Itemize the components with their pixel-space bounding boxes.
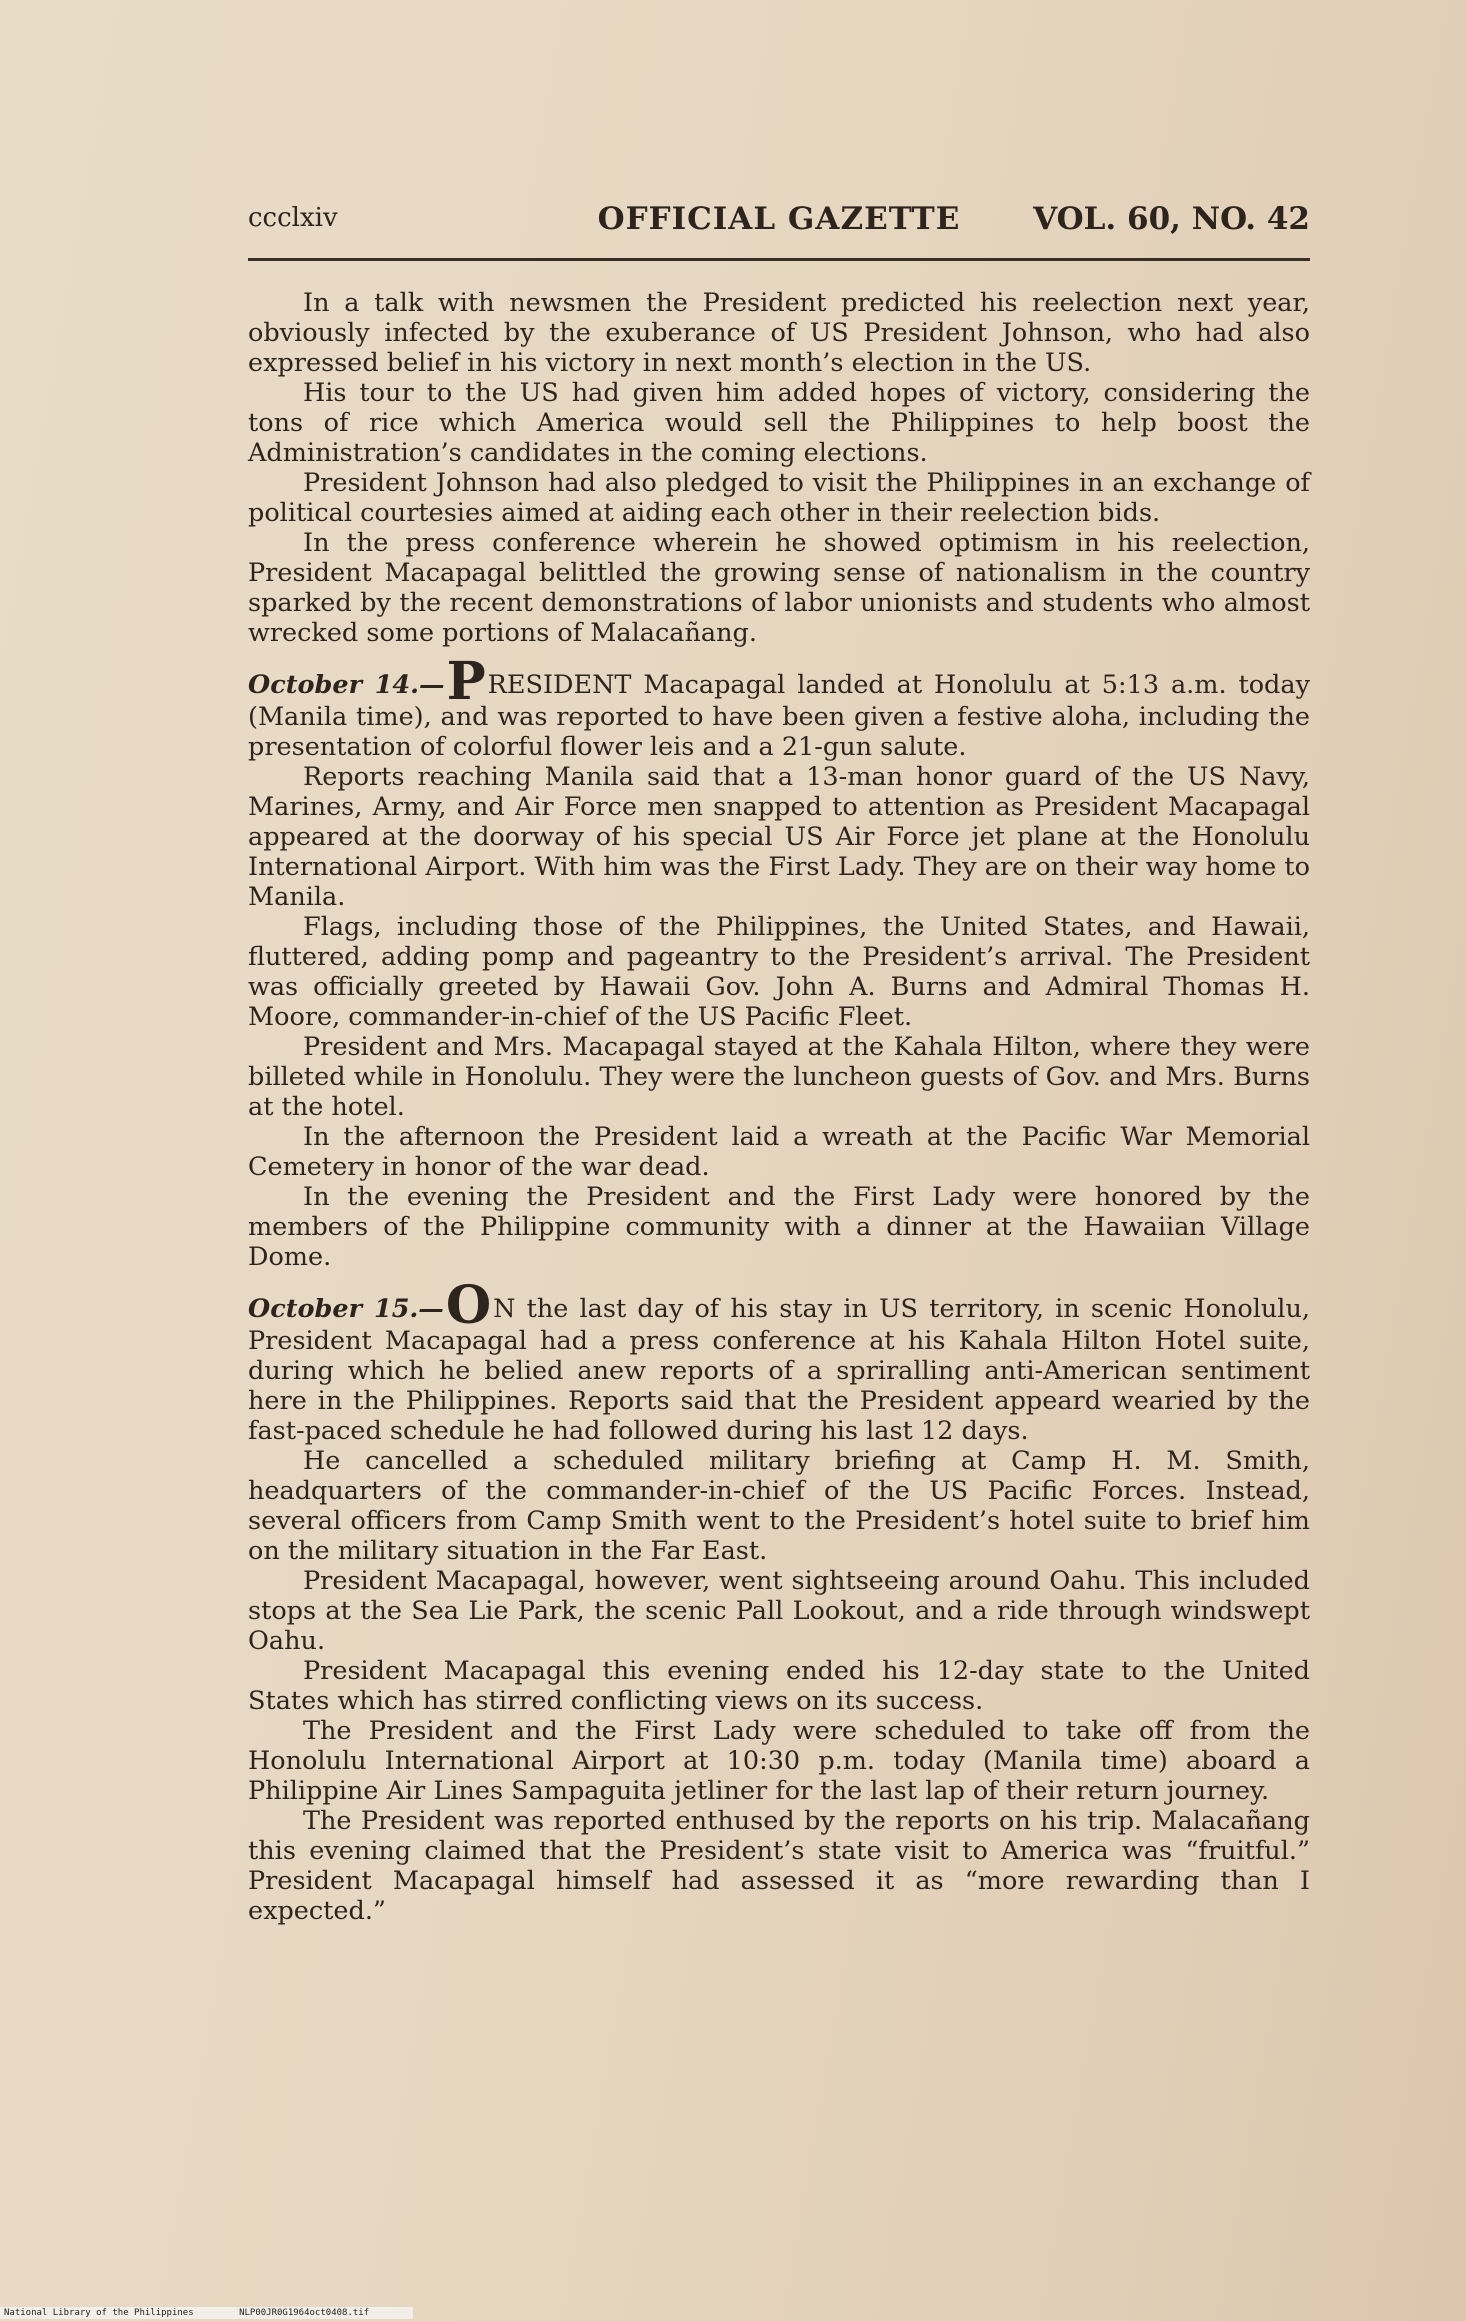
entry-date: October 15.— [248,1294,444,1324]
paragraph: In the press conference wherein he showed optimism in his reelection, President Macapagal belittled the growing sense of nationalism in the country sparked by the recent demonstrations of labor unionists and students who almost wrecked some portions of Malacañang. [248,528,1310,648]
entry-october-14 [248,651,1310,1272]
drop-cap: O [445,1275,492,1336]
publication-title: OFFICIAL GAZETTE [597,201,961,237]
paragraph: His tour to the US had given him added hopes of victory, considering the tons of rice which America would sell the Philippines to help boost the Administration’s candidates in the coming elections. [248,378,1310,468]
header-rule [248,258,1310,261]
paragraph: President Macapagal this evening ended his 12-day state to the United States which has stirred conflicting views on its success. [248,1656,1310,1716]
page-number: ccclxiv [248,203,338,233]
paragraph: President Johnson had also pledged to visit the Philippines in an exchange of political courtesies aimed at aiding each other in their reelection bids. [248,468,1310,528]
paragraph: President Macapagal, however, went sightseeing around Oahu. This included stops at the Sea Lie Park, the scenic Pall Lookout, and a ride through windswept Oahu. [248,1566,1310,1656]
entry-date: October 14.— [248,670,445,700]
entry-october-15 [248,1275,1310,1926]
volume-number: VOL. 60, NO. 42 [1033,201,1310,237]
paragraph: Reports reaching Manila said that a 13-man honor guard of the US Navy, Marines, Army, and Air Force men snapped to attention as President Macapagal appeared at the doorway of his special US Air Force jet plane at the Honolulu International Airport. With him was the First Lady. They are on their way home to Manila. [248,762,1310,912]
lead-text: RESIDENT Macapagal landed at Honolulu at 5:13 a.m. today (Manila time), and was reported to have been given a festive aloha, including the presentation of colorful flower leis and a 21-gun salute. [248,670,1310,762]
paragraph: President and Mrs. Macapagal stayed at the Kahala Hilton, where they were billeted while in Honolulu. They were the luncheon guests of Gov. and Mrs. Burns at the hotel. [248,1032,1310,1122]
page-header [248,203,1310,247]
drop-cap: P [446,651,486,712]
entry-lead [248,651,1310,762]
paragraph: In the evening the President and the First Lady were honored by the members of the Philippine community with a dinner at the Hawaiian Village Dome. [248,1182,1310,1272]
paragraph: The President and the First Lady were scheduled to take off from the Honolulu International Airport at 10:30 p.m. today (Manila time) aboard a Philippine Air Lines Sampaguita jetliner for the last lap of their return journey. [248,1716,1310,1806]
file-name: NLP00JR0G1964oct0408.tif [239,2308,370,2318]
paragraph: In the afternoon the President laid a wreath at the Pacific War Memorial Cemetery in honor of the war dead. [248,1122,1310,1182]
paragraph: He cancelled a scheduled military briefing at Camp H. M. Smith, headquarters of the commander-in-chief of the US Pacific Forces. Instead, several officers from Camp Smith went to the President’s hotel suite to brief him on the military situation in the Far East. [248,1446,1310,1566]
scan-footer [0,2307,413,2319]
paragraph: Flags, including those of the Philippines, the United States, and Hawaii, fluttered, adding pomp and pageantry to the President’s arrival. The President was officially greeted by Hawaii Gov. John A. Burns and Admiral Thomas H. Moore, commander-in-chief of the US Pacific Fleet. [248,912,1310,1032]
article-body [248,288,1310,1926]
entry-lead [248,1275,1310,1446]
paragraph: In a talk with newsmen the President predicted his reelection next year, obviously infected by the exuberance of US President Johnson, who had also expressed belief in his victory in next month’s election in the US. [248,288,1310,378]
library-credit: National Library of the Philippines [4,2308,194,2318]
paragraph: The President was reported enthused by the reports on his trip. Malacañang this evening claimed that the President’s state visit to America was “fruitful.” President Macapagal himself had assessed it as “more rewarding than I expected.” [248,1806,1310,1926]
lead-text: N the last day of his stay in US territory, in scenic Honolulu, President Macapagal had a press conference at his Kahala Hilton Hotel suite, during which he belied anew reports of a spriralling anti-American sentiment here in the Philippines. Reports said that the President appeard wearied by the fast-paced schedule he had followed during his last 12 days. [248,1294,1310,1446]
